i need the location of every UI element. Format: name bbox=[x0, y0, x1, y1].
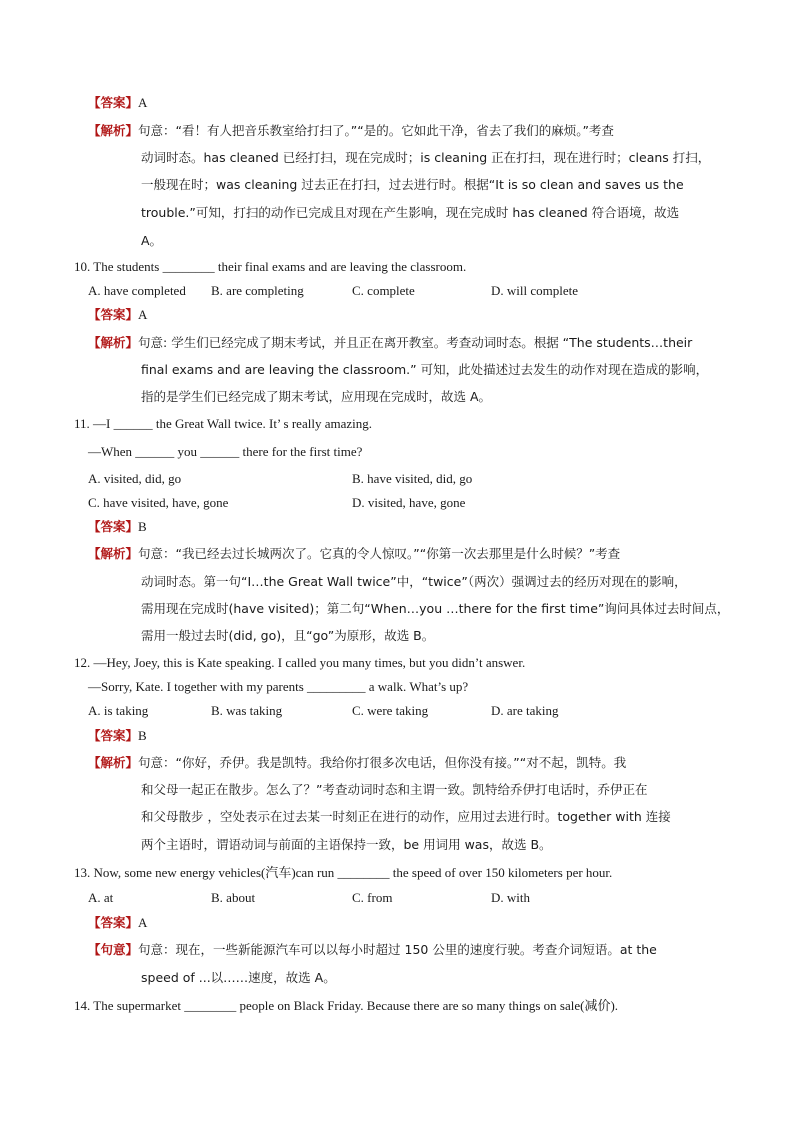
explanation-line bbox=[88, 334, 692, 352]
answer-line bbox=[88, 518, 147, 536]
answer-tag: 【答案】 bbox=[88, 95, 139, 110]
question-11-line-2: —When ______ you ______ there for the first time? bbox=[88, 444, 363, 459]
explanation-line: final exams and are leaving the classroom.” 可知，此处描述过去发生的动作对现在造成的影响， bbox=[141, 362, 709, 377]
explanation-line bbox=[88, 754, 626, 772]
explanation-line: speed of ...以……速度，故选 A。 bbox=[141, 970, 336, 985]
explanation-line: 指的是学生们已经完成了期末考试，应用现在完成时，故选 A。 bbox=[141, 389, 492, 404]
answer-value: A bbox=[138, 307, 148, 322]
explanation-line: 动词时态。has cleaned 已经打扫，现在完成时；is cleaning 正在打扫，现在进行时；cleans 打扫， bbox=[141, 150, 711, 165]
option-b: B. have visited, did, go bbox=[352, 471, 473, 486]
option-d: D. will complete bbox=[491, 283, 579, 298]
answer-line bbox=[88, 306, 147, 324]
explanation-tag: 【解析】 bbox=[88, 755, 139, 770]
explanation-text: 句意：现在，一些新能源汽车可以以每小时超过 150 公里的速度行驶。考查介词短语。at the bbox=[138, 942, 657, 957]
option-b: B. about bbox=[211, 890, 256, 905]
option-d: D. with bbox=[491, 890, 530, 905]
option-d: D. are taking bbox=[491, 703, 559, 718]
explanation-line: 动词时态。第一句“I…the Great Wall twice”中，“twice”（两次）强调过去的经历对现在的影响， bbox=[141, 574, 687, 589]
option-c: C. have visited, have, gone bbox=[88, 495, 229, 510]
answer-value: B bbox=[138, 728, 147, 743]
option-c: C. were taking bbox=[352, 703, 429, 718]
option-c: C. complete bbox=[352, 283, 415, 298]
explanation-line: A。 bbox=[141, 233, 163, 248]
explanation-text: 句意: 学生们已经完成了期末考试，并且正在离开教室。考查动词时态。根据 “The students…their bbox=[138, 335, 693, 350]
option-c: C. from bbox=[352, 890, 393, 905]
explanation-line bbox=[88, 941, 657, 959]
question-12: 12. —Hey, Joey, this is Kate speaking. I called you many times, but you didn’t answer. bbox=[74, 655, 526, 670]
question-13: 13. Now, some new energy vehicles(汽车)can run ________ the speed of over 150 kilometers per hour. bbox=[74, 865, 613, 880]
explanation-line: 和父母一起正在散步。怎么了？”考查动词时态和主谓一致。凯特给乔伊打电话时，乔伊正在 bbox=[141, 782, 648, 797]
question-14: 14. The supermarket ________ people on Black Friday. Because there are so many things on sale(减价). bbox=[74, 998, 619, 1013]
explanation-text: 句意：“你好，乔伊。我是凯特。我给你打很多次电话，但你没有接。”“对不起，凯特。我 bbox=[138, 755, 627, 770]
explanation-line: 一般现在时；was cleaning 过去正在打扫，过去进行时。根据“It is so clean and saves us the bbox=[141, 177, 684, 192]
answer-value: A bbox=[138, 95, 148, 110]
explanation-line: trouble.”可知，打扫的动作已完成且对现在产生影响，现在完成时 has cleaned 符合语境，故选 bbox=[141, 205, 680, 220]
explanation-line bbox=[88, 122, 614, 140]
answer-tag: 【答案】 bbox=[88, 307, 139, 322]
answer-value: B bbox=[138, 519, 147, 534]
explanation-line: 和父母散步 ，空处表示在过去某一时刻正在进行的动作，应用过去进行时。together with 连接 bbox=[141, 809, 671, 824]
question-10: 10. The students ________ their final exams and are leaving the classroom. bbox=[74, 259, 467, 274]
explanation-tag: 【解析】 bbox=[88, 546, 139, 561]
answer-tag: 【答案】 bbox=[88, 519, 139, 534]
answer-line bbox=[88, 94, 147, 112]
answer-tag: 【答案】 bbox=[88, 915, 139, 930]
explanation-line: 两个主语时，谓语动词与前面的主语保持一致，be 用词用 was，故选 B。 bbox=[141, 837, 552, 852]
explanation-line: 需用现在完成时(have visited)；第二句“When…you …there for the first time”询问具体过去时间点， bbox=[141, 601, 730, 616]
option-a: A. is taking bbox=[88, 703, 149, 718]
explanation-tag: 【句意】 bbox=[88, 942, 139, 957]
option-a: A. have completed bbox=[88, 283, 186, 298]
answer-line bbox=[88, 914, 147, 932]
question-11: 11. —I ______ the Great Wall twice. It’ s really amazing. bbox=[74, 416, 372, 431]
answer-tag: 【答案】 bbox=[88, 728, 139, 743]
explanation-text: 句意：“看！有人把音乐教室给打扫了。”“是的。它如此干净，省去了我们的麻烦。”考查 bbox=[138, 123, 614, 138]
option-b: B. was taking bbox=[211, 703, 283, 718]
answer-line bbox=[88, 727, 147, 745]
option-b: B. are completing bbox=[211, 283, 304, 298]
explanation-tag: 【解析】 bbox=[88, 123, 139, 138]
option-a: A. at bbox=[88, 890, 114, 905]
option-a: A. visited, did, go bbox=[88, 471, 182, 486]
answer-value: A bbox=[138, 915, 148, 930]
question-12-line-2: —Sorry, Kate. I together with my parents _________ a walk. What’s up? bbox=[88, 679, 469, 694]
option-d: D. visited, have, gone bbox=[352, 495, 466, 510]
explanation-text: 句意：“我已经去过长城两次了。它真的令人惊叹。”“你第一次去那里是什么时候？”考查 bbox=[138, 546, 621, 561]
explanation-line bbox=[88, 545, 620, 563]
explanation-line: 需用一般过去时(did, go)，且“go”为原形，故选 B。 bbox=[141, 628, 435, 643]
explanation-tag: 【解析】 bbox=[88, 335, 139, 350]
